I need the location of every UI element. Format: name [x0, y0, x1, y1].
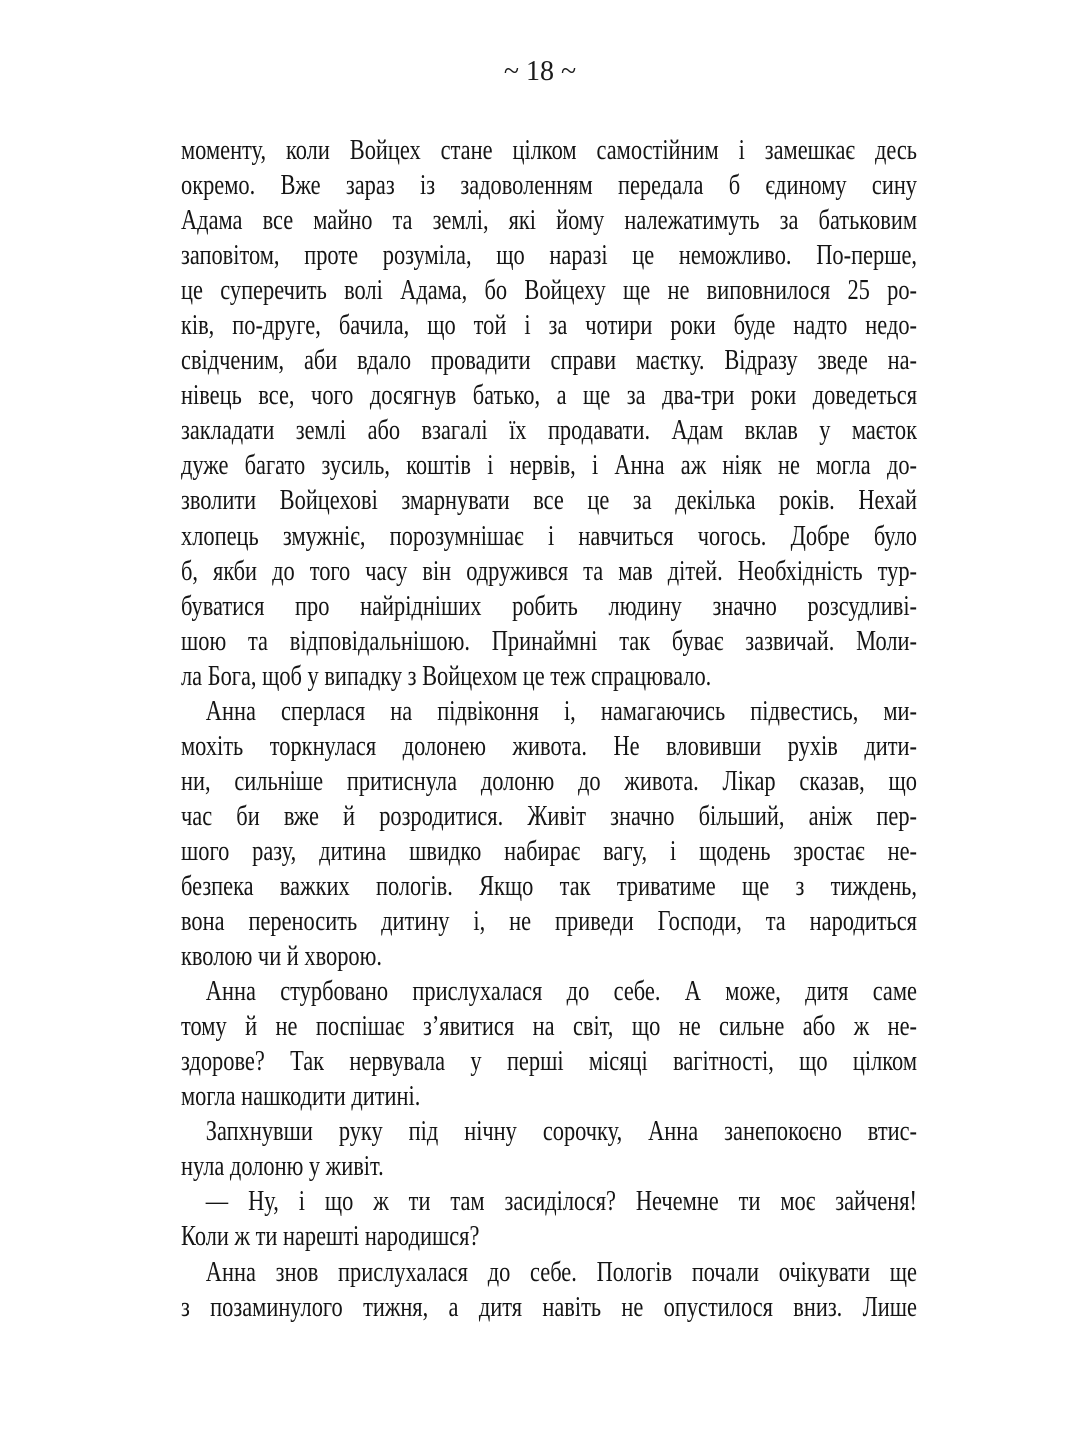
text-line [181, 904, 917, 939]
text-line [181, 589, 917, 624]
text-line [181, 1255, 917, 1290]
text-line [181, 1184, 917, 1219]
text-line-content: б, якби до того часу він одружився та мав дітей. Необхідність тур- [181, 555, 917, 587]
text-line-content: мохіть торкнулася долонею живота. Не вловивши рухів дити- [181, 730, 917, 762]
text-line [181, 133, 917, 168]
text-line [181, 939, 917, 974]
text-line [181, 869, 917, 904]
text-line [181, 624, 917, 659]
text-line-content: це суперечить волі Адама, бо Войцеху ще не виповнилося 25 ро- [181, 275, 917, 307]
text-line-content: хлопець змужніє, порозумнішає і навчиться чогось. Добре було [181, 520, 917, 552]
text-line [181, 799, 917, 834]
text-line-content: ків, по-друге, бачила, що той і за чотири роки буде надто недо- [181, 310, 917, 342]
text-line-content: Анна сперлася на підвіконня і, намагаючись підвестись, ми- [205, 695, 918, 727]
text-line [181, 1009, 917, 1044]
text-line [181, 1219, 917, 1254]
text-line-content: Адама все майно та землі, які йому належатимуть за батьковим [181, 205, 917, 237]
text-line-content: ла Бога, щоб у випадку з Войцехом це теж спрацювало. [181, 660, 712, 692]
text-line [181, 694, 917, 729]
text-line [181, 238, 917, 273]
text-line-content: окремо. Вже зараз із задоволенням передала б єдиному сину [181, 170, 917, 202]
text-line [181, 413, 917, 448]
text-line [181, 1044, 917, 1079]
text-line-content: заповітом, проте розуміла, що наразі це неможливо. По-перше, [181, 240, 917, 272]
text-line [181, 203, 917, 238]
text-line-content: ни, сильніше притиснула долоню до живота. Лікар сказав, що [181, 765, 917, 797]
text-line-content: тому й не поспішає з’явитися на світ, що не сильне або ж не- [181, 1011, 917, 1043]
text-line [181, 1079, 917, 1114]
text-line [181, 659, 917, 694]
text-line [181, 1114, 917, 1149]
text-line-content: час би вже й розродитися. Живіт значно більший, аніж пер- [181, 800, 917, 832]
text-line-content: Анна стурбовано прислухалася до себе. А може, дитя саме [205, 976, 918, 1008]
text-line [181, 764, 917, 799]
text-line-content: могла нашкодити дитині. [181, 1081, 421, 1113]
text-line [181, 378, 917, 413]
body-text [181, 133, 917, 1325]
text-line-content: здорове? Так нервувала у перші місяці вагітності, що цілком [181, 1046, 917, 1078]
text-line [181, 519, 917, 554]
text-line [181, 168, 917, 203]
text-line-content: шою та відповідальнішою. Принаймні так буває зазвичай. Моли- [181, 625, 917, 657]
text-line [181, 834, 917, 869]
text-line-content: — Ну, і що ж ти там засиділося? Нечемне ти моє зайченя! [205, 1186, 918, 1218]
text-line-content: шого разу, дитина швидко набирає вагу, і щодень зростає не- [181, 835, 917, 867]
text-line-content: кволою чи й хворою. [181, 941, 382, 973]
text-line [181, 974, 917, 1009]
text-line-content: з позаминулого тижня, а дитя навіть не опустилося вниз. Лише [181, 1291, 917, 1323]
text-line [181, 554, 917, 589]
text-line-content: безпека важких пологів. Якщо так триватиме ще з тиждень, [181, 870, 917, 902]
text-line-content: нівець все, чого досягнув батько, а ще за два-три роки доведеться [181, 380, 917, 412]
text-line-content: зволити Войцехові змарнувати все це за декілька років. Нехай [181, 485, 917, 517]
text-line [181, 448, 917, 483]
text-line [181, 343, 917, 378]
text-line-content: Анна знов прислухалася до себе. Пологів почали очікувати ще [205, 1256, 918, 1288]
text-line [181, 308, 917, 343]
text-line-content: буватися про найрідніших робить людину значно розсудливі- [181, 590, 917, 622]
text-line-content: моменту, коли Войцех стане цілком самостійним і замешкає десь [181, 135, 917, 166]
text-line-content: свідченим, аби вдало провадити справи маєтку. Відразу зведе на- [181, 345, 917, 377]
text-line [181, 1149, 917, 1184]
text-line-content: вона переносить дитину і, не приведи Господи, та народиться [181, 906, 917, 938]
text-line-content: нула долоню у живіт. [181, 1151, 384, 1183]
text-line-content: Коли ж ти нарешті народишся? [181, 1221, 480, 1253]
text-line-content: Запхнувши руку під нічну сорочку, Анна занепокоєно втис- [205, 1116, 918, 1148]
text-line [181, 729, 917, 764]
text-line-content: дуже багато зусиль, коштів і нервів, і Анна аж ніяк не могла до- [181, 450, 917, 482]
text-line-content: закладати землі або взагалі їх продавати. Адам вклав у маєток [181, 415, 917, 447]
text-line [181, 1290, 917, 1325]
text-line [181, 483, 917, 518]
text-line [181, 273, 917, 308]
page-number: ~ 18 ~ [503, 56, 577, 87]
